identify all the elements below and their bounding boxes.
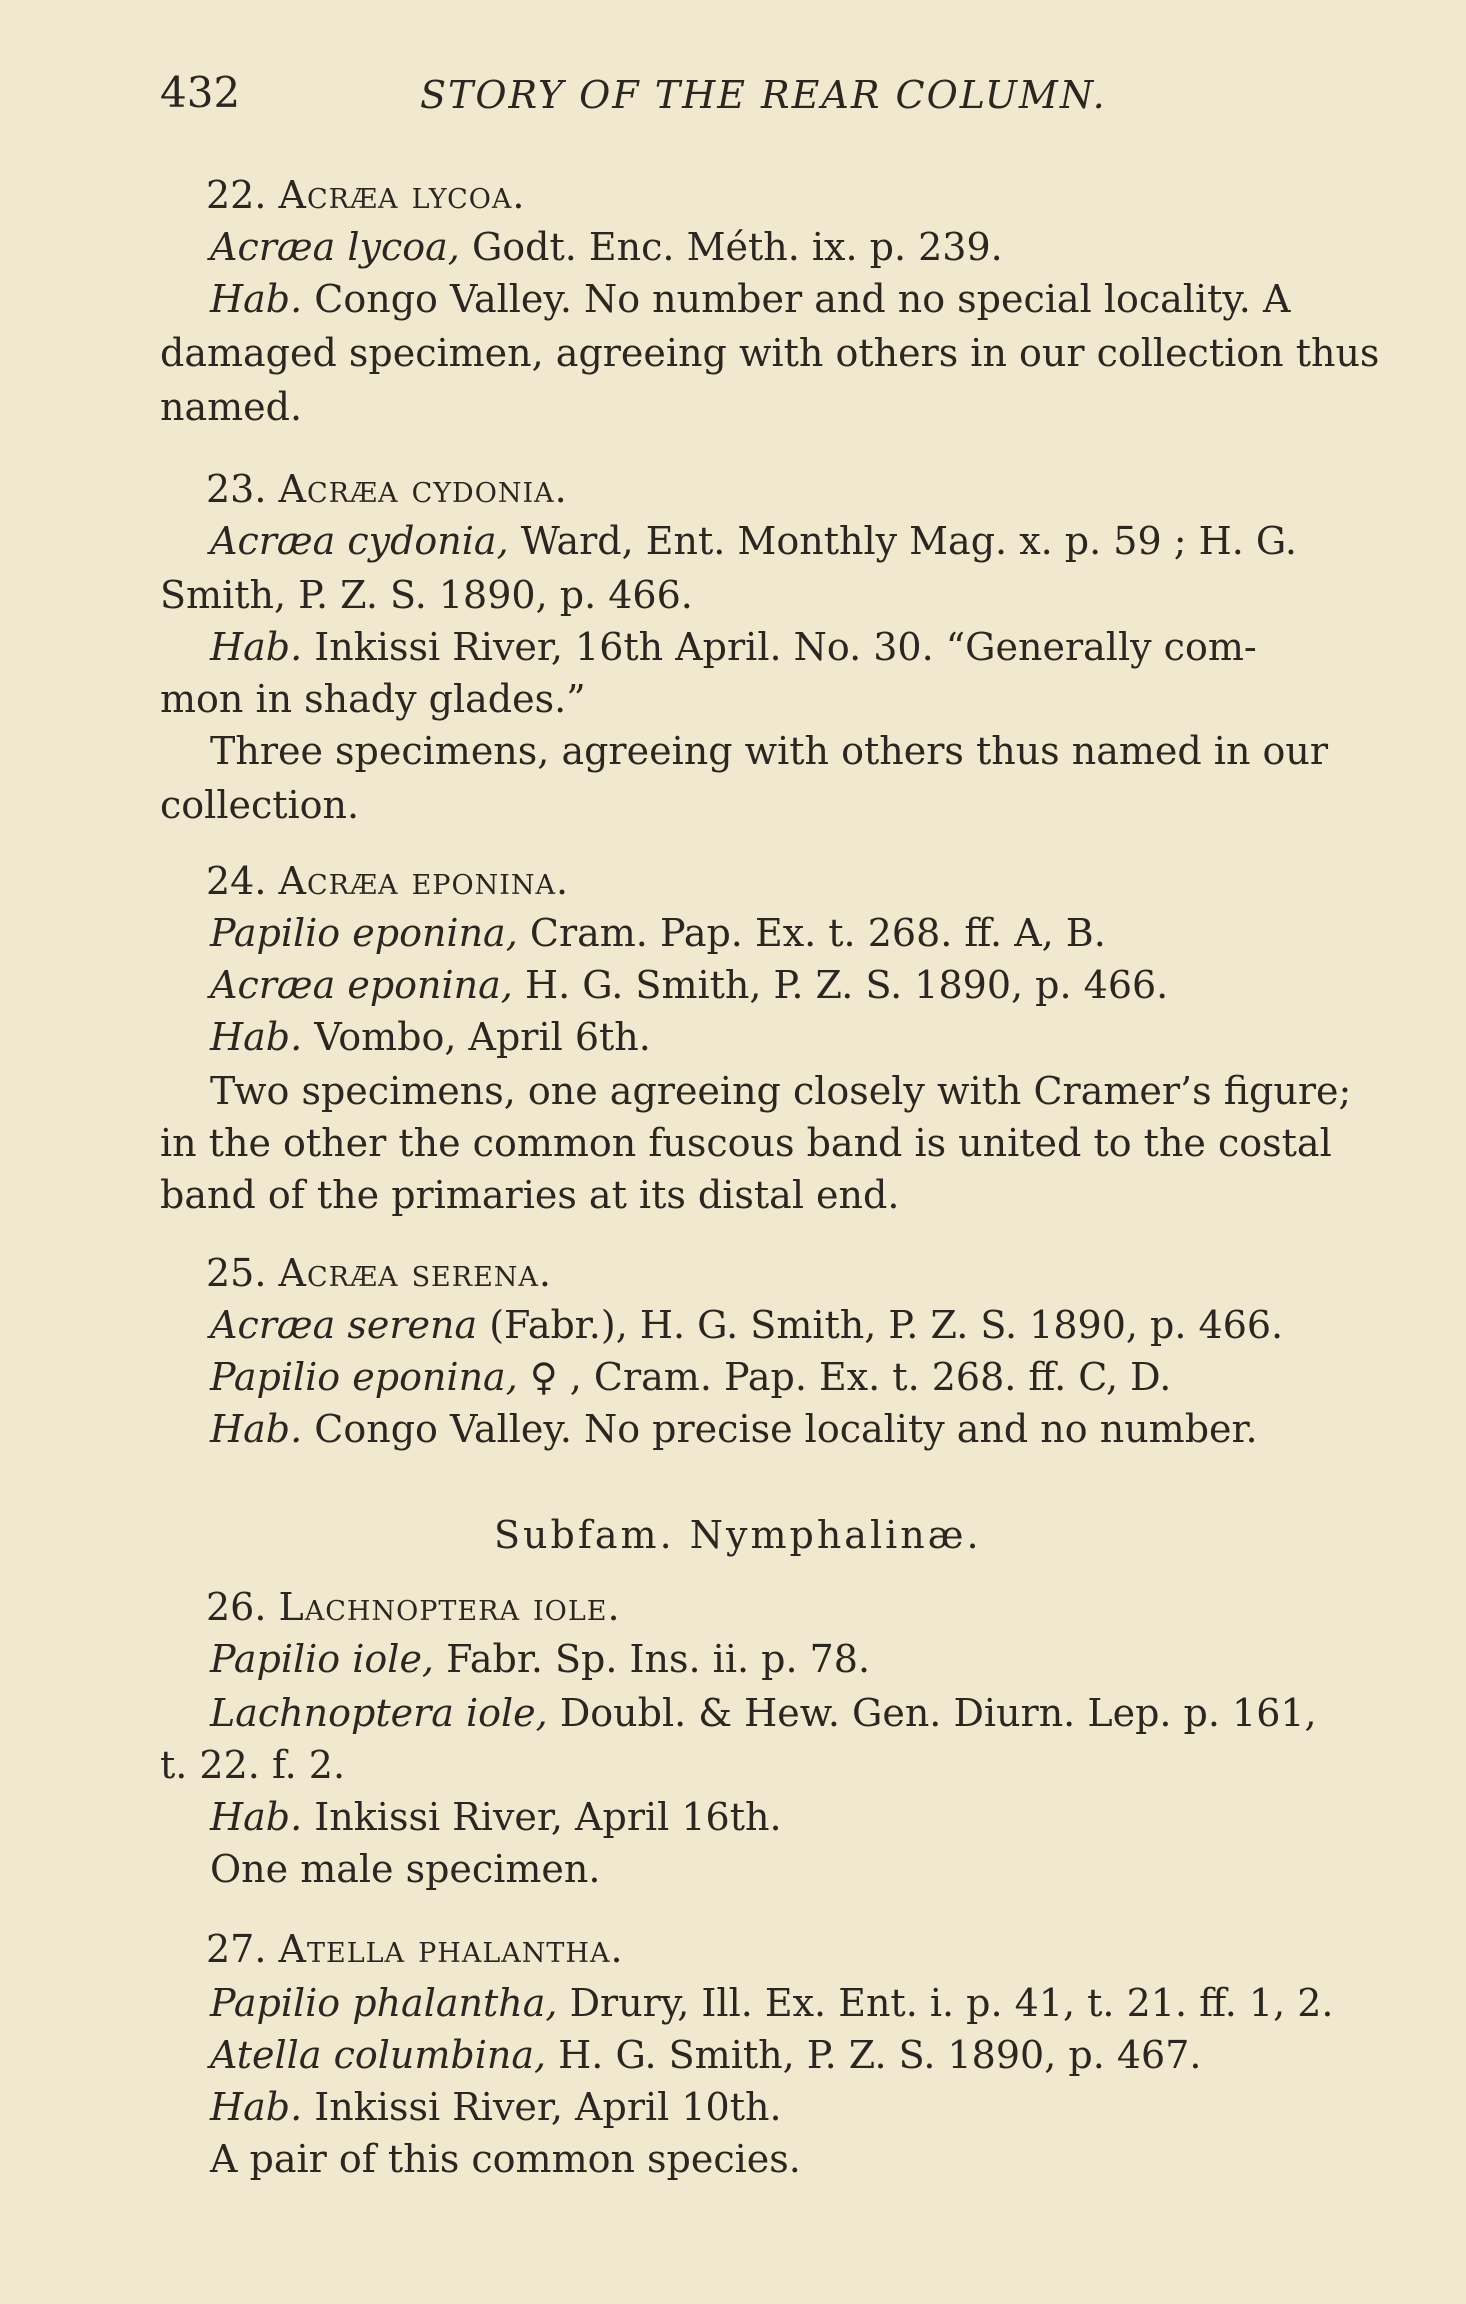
entry-heading: [206, 172, 526, 218]
citation: Drury, Ill. Ex. Ent. i. p. 41, t. 21. ff. 1, 2.: [557, 1981, 1334, 2025]
citation: Cram. Pap. Ex. t. 268. ff. A, B.: [517, 911, 1106, 955]
hab-text: Inkissi River, April 16th.: [302, 1795, 782, 1839]
citation: Godt. Enc. Méth. ix. p. 239.: [459, 225, 1003, 269]
citation: H. G. Smith, P. Z. S. 1890, p. 466.: [512, 963, 1169, 1007]
citation: Fabr. Sp. Ins. ii. p. 78.: [434, 1637, 871, 1681]
entry-title: Acræa cydonia.: [278, 467, 568, 511]
entry-line: in the other the common fuscous band is united to the costal: [160, 1121, 1332, 1165]
entry-number: 26.: [206, 1585, 267, 1629]
entry-line: One male specimen.: [210, 1847, 601, 1891]
hab-text: Congo Valley. No number and no special locality. A: [302, 277, 1291, 321]
page-number: 432: [160, 68, 241, 117]
entry-number: 24.: [206, 859, 267, 903]
entry-line: [210, 1690, 1317, 1736]
entry-line: [210, 1302, 1283, 1348]
subfamily-heading: Subfam. Nymphalinæ.: [494, 1513, 982, 1557]
citation: ♀ , Cram. Pap. Ex. t. 268. ff. C, D.: [517, 1355, 1172, 1399]
entry-line: damaged specimen, agreeing with others in our collection thus: [160, 331, 1380, 375]
taxon-name: Acræa lycoa,: [210, 225, 460, 269]
entry-number: 22.: [206, 173, 267, 217]
entry-line: [210, 2032, 1201, 2078]
entry-line: [210, 1014, 651, 1060]
entry-line: t. 22. f. 2.: [160, 1743, 346, 1787]
entry-line: [210, 1636, 870, 1682]
entry-line: [210, 518, 1297, 564]
entry-title: Acræa eponina.: [278, 859, 570, 903]
entry-heading: [206, 466, 568, 512]
taxon-name: Papilio iole,: [210, 1637, 435, 1681]
taxon-name: Atella columbina,: [210, 2033, 547, 2077]
hab-label: Hab.: [210, 2085, 303, 2129]
running-title: STORY OF THE REAR COLUMN.: [420, 73, 1107, 117]
entry-line: [210, 1354, 1171, 1400]
citation: Doubl. & Hew. Gen. Diurn. Lep. p. 161,: [547, 1691, 1317, 1735]
entry-line: [210, 1980, 1334, 2026]
hab-label: Hab.: [210, 625, 303, 669]
taxon-name: Acræa cydonia,: [210, 519, 509, 563]
hab-label: Hab.: [210, 1015, 303, 1059]
entry-line: [210, 624, 1257, 670]
entry-number: 23.: [206, 467, 267, 511]
entry-line: Three specimens, agreeing with others thus named in our: [210, 729, 1329, 773]
entry-line: [210, 962, 1168, 1008]
citation: Ward, Ent. Monthly Mag. x. p. 59 ; H. G.: [508, 519, 1297, 563]
hab-text: Inkissi River, April 10th.: [302, 2085, 782, 2129]
entry-line: band of the primaries at its distal end.: [160, 1173, 900, 1217]
entry-title: Acræa serena.: [278, 1251, 553, 1295]
entry-number: 25.: [206, 1251, 267, 1295]
entry-line: [210, 910, 1106, 956]
citation: (Fabr.), H. G. Smith, P. Z. S. 1890, p. 466.: [477, 1303, 1284, 1347]
entry-heading: [206, 1926, 624, 1972]
entry-line: [210, 224, 1003, 270]
hab-label: Hab.: [210, 277, 303, 321]
entry-line: [210, 276, 1290, 322]
taxon-name: Papilio eponina,: [210, 911, 518, 955]
hab-text: Congo Valley. No precise locality and no number.: [302, 1407, 1258, 1451]
hab-text: Inkissi River, 16th April. No. 30. “Generally com-: [302, 625, 1257, 669]
entry-line: Smith, P. Z. S. 1890, p. 466.: [160, 573, 693, 617]
entry-heading: [206, 1584, 621, 1630]
hab-label: Hab.: [210, 1407, 303, 1451]
entry-heading: [206, 858, 569, 904]
entry-line: named.: [160, 385, 303, 429]
entry-title: Lachnoptera iole.: [278, 1585, 621, 1629]
entry-line: mon in shady glades.”: [160, 677, 586, 721]
entry-number: 27.: [206, 1927, 267, 1971]
taxon-name: Papilio eponina,: [210, 1355, 518, 1399]
hab-text: Vombo, April 6th.: [302, 1015, 651, 1059]
taxon-name: Lachnoptera iole,: [210, 1691, 548, 1735]
taxon-name: Papilio phalantha,: [210, 1981, 558, 2025]
entry-line: [210, 2084, 782, 2130]
entry-heading: [206, 1250, 552, 1296]
hab-label: Hab.: [210, 1795, 303, 1839]
entry-line: A pair of this common species.: [210, 2137, 801, 2181]
entry-title: Atella phalantha.: [278, 1927, 624, 1971]
taxon-name: Acræa serena: [210, 1303, 478, 1347]
entry-line: collection.: [160, 783, 360, 827]
entry-line: [210, 1406, 1258, 1452]
taxon-name: Acræa eponina,: [210, 963, 513, 1007]
entry-title: Acræa lycoa.: [278, 173, 526, 217]
citation: H. G. Smith, P. Z. S. 1890, p. 467.: [546, 2033, 1202, 2077]
entry-line: Two specimens, one agreeing closely with Cramer’s figure;: [210, 1069, 1352, 1113]
entry-line: [210, 1794, 782, 1840]
